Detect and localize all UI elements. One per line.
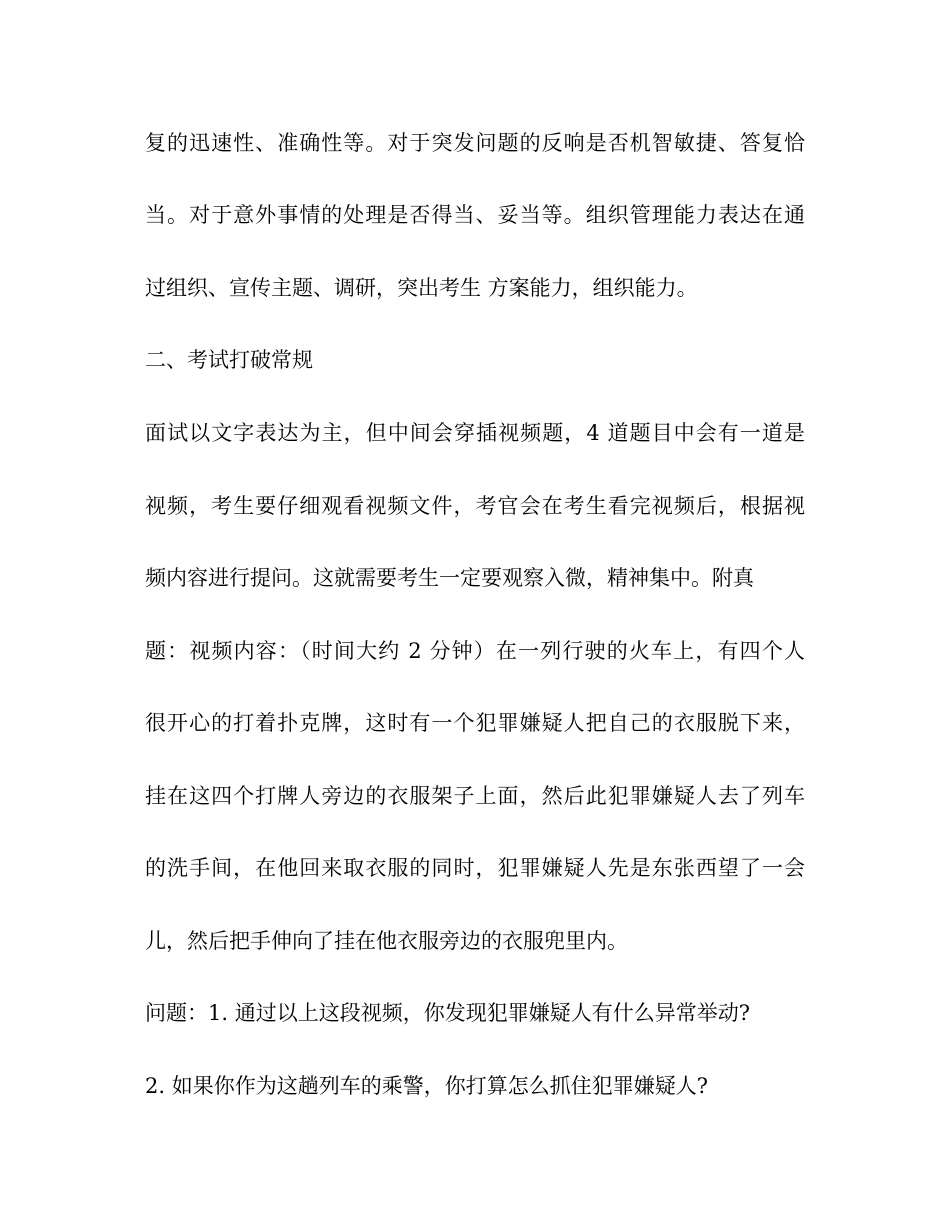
body-text-line: 很开心的打着扑克牌，这时有一个犯罪嫌疑人把自己的衣服脱下来，	[145, 711, 805, 735]
body-text-line: 视频，考生要仔细观看视频文件，考官会在考生看完视频后，根据视	[145, 494, 805, 518]
body-text-line: 面试以文字表达为主，但中间会穿插视频题，4 道题目中会有一道是	[145, 421, 805, 445]
body-text-line: 当。对于意外事情的处理是否得当、妥当等。组织管理能力表达在通	[145, 203, 805, 227]
body-text-line: 儿，然后把手伸向了挂在他衣服旁边的衣服兜里内。	[145, 929, 628, 953]
body-text-line: 题：视频内容：（时间大约 2 分钟）在一列行驶的火车上，有四个人	[145, 639, 805, 663]
section-heading: 二、考试打破常规	[145, 348, 313, 372]
body-text-line: 频内容进行提问。这就需要考生一定要观察入微，精神集中。附真	[145, 566, 754, 590]
body-text-line: 的洗手间，在他回来取衣服的同时，犯罪嫌疑人先是东张西望了一会	[145, 856, 805, 880]
body-text-line: 复的迅速性、准确性等。对于突发问题的反响是否机智敏捷、答复恰	[145, 131, 805, 155]
body-text-line: 挂在这四个打牌人旁边的衣服架子上面，然后此犯罪嫌疑人去了列车	[145, 784, 805, 808]
body-text-line: 过组织、宣传主题、调研，突出考生 方案能力，组织能力。	[145, 276, 698, 300]
question-line: 2. 如果你作为这趟列车的乘警，你打算怎么抓住犯罪嫌疑人?	[145, 1074, 708, 1098]
question-line: 问题：1. 通过以上这段视频，你发现犯罪嫌疑人有什么异常举动?	[145, 1001, 750, 1025]
